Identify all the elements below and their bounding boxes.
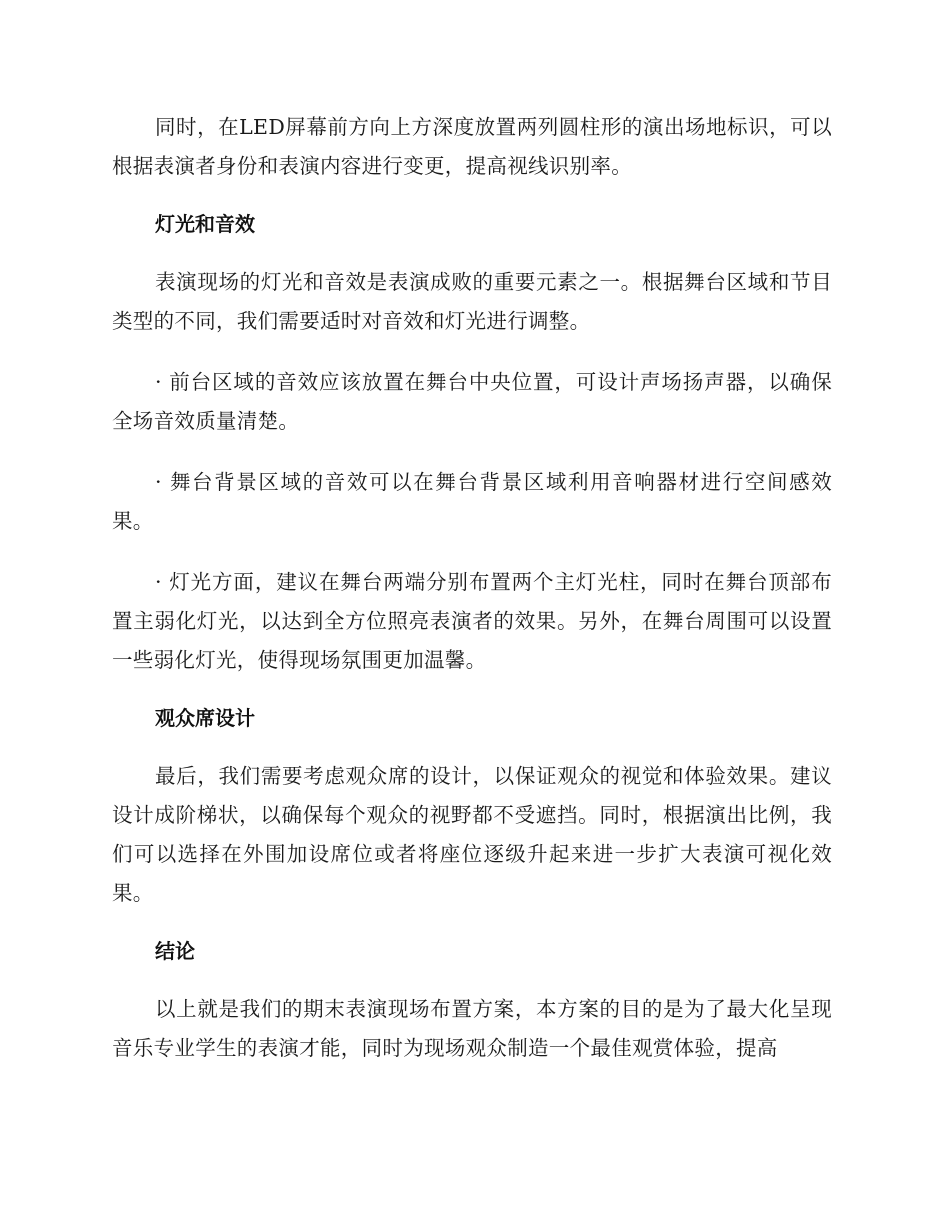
heading-conclusion: 结论 bbox=[155, 939, 195, 963]
bullet-front-stage-sound: · 前台区域的音效应该放置在舞台中央位置，可设计声场扬声器，以确保全场音效质量清楚。 bbox=[112, 370, 832, 433]
paragraph-conclusion: 以上就是我们的期末表演现场布置方案，本方案的目的是为了最大化呈现音乐专业学生的表演才能，同时为现场观众制造一个最佳观赏体验，提高 bbox=[112, 997, 832, 1060]
bullet-lighting: · 灯光方面，建议在舞台两端分别布置两个主灯光柱，同时在舞台顶部布置主弱化灯光，以达到全方位照亮表演者的效果。另外，在舞台周围可以设置一些弱化灯光，使得现场氛围更加温馨。 bbox=[112, 570, 832, 672]
paragraph-lighting-intro: 表演现场的灯光和音效是表演成败的重要元素之一。根据舞台区域和节目类型的不同，我们需要适时对音效和灯光进行调整。 bbox=[112, 270, 832, 333]
heading-lighting-sound: 灯光和音效 bbox=[155, 212, 255, 236]
paragraph-led-markers: 同时，在LED屏幕前方向上方深度放置两列圆柱形的演出场地标识，可以根据表演者身份和表演内容进行变更，提高视线识别率。 bbox=[112, 115, 832, 178]
paragraph-seating: 最后，我们需要考虑观众席的设计，以保证观众的视觉和体验效果。建议设计成阶梯状，以确保每个观众的视野都不受遮挡。同时，根据演出比例，我们可以选择在外围加设席位或者将座位逐级升起来进一步扩大表演可视化效果。 bbox=[112, 764, 832, 905]
document-body bbox=[112, 108, 832, 1090]
bullet-background-sound: · 舞台背景区域的音效可以在舞台背景区域利用音响器材进行空间感效果。 bbox=[112, 470, 832, 533]
heading-seating-design: 观众席设计 bbox=[155, 706, 255, 730]
